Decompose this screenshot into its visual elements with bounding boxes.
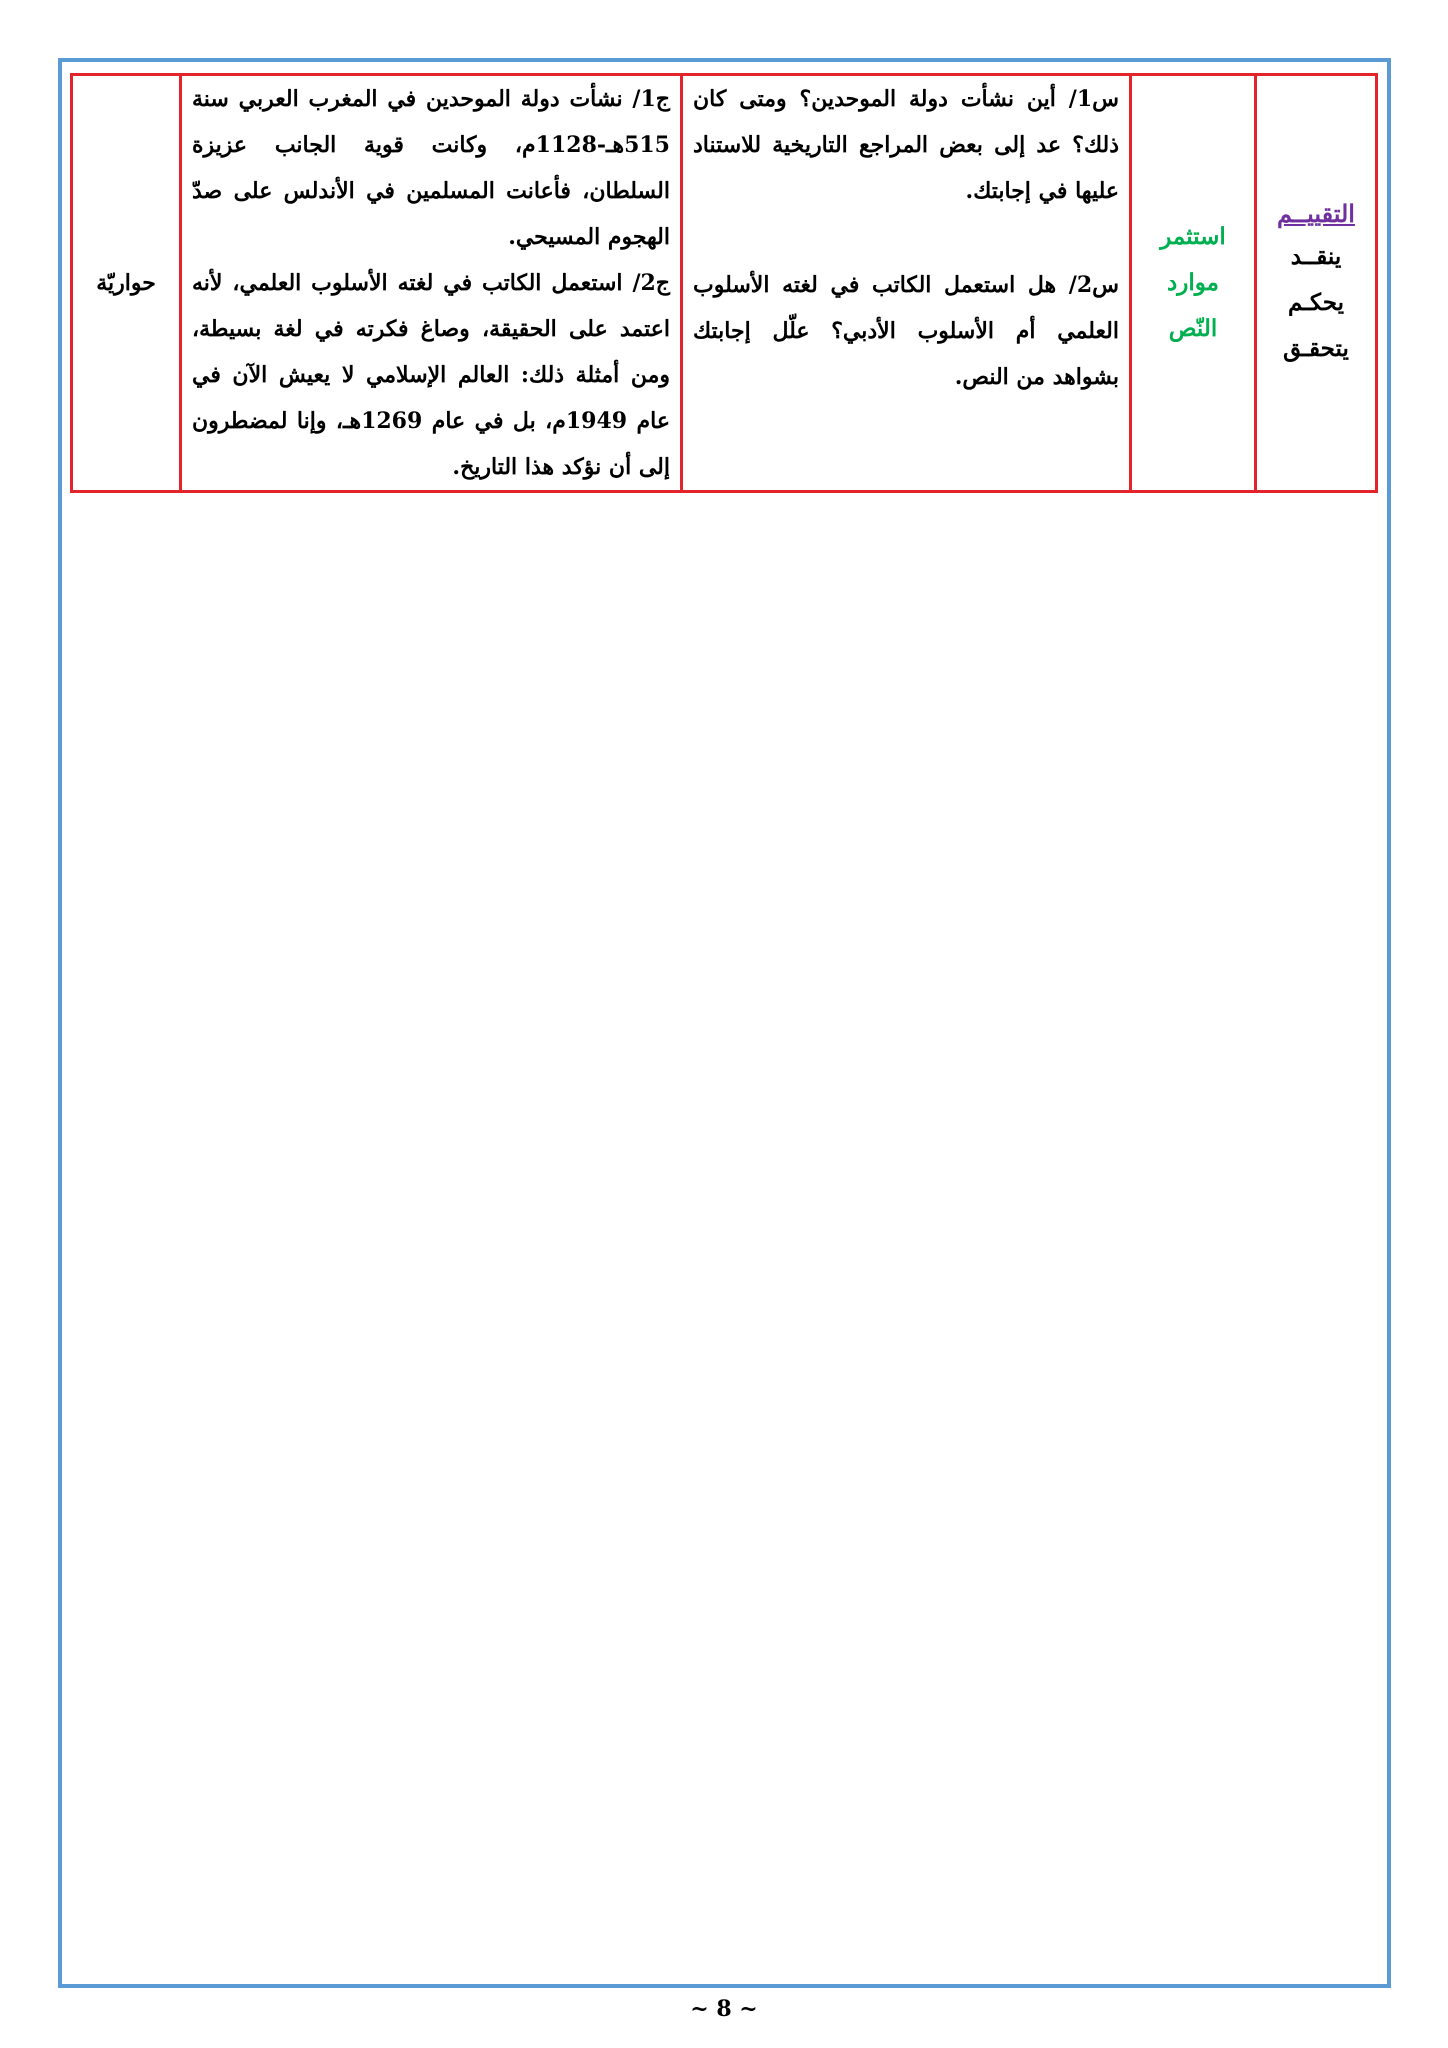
answer-2: ج2/ استعمل الكاتب في لغته الأسلوب العلمي، لأنه اعتمد على الحقيقة، وصاغ فكرته في لغة بسيطة، ومن أمثلة ذلك: العالم الإسلامي لا يعيش الآن في عام 1949م، بل في عام 1269هـ، وإنا لمضطرون إلى أن نؤكد هذا التاريخ.	[192, 270, 670, 480]
mode-cell	[72, 75, 181, 492]
strategy-line: موارد	[1167, 269, 1219, 296]
strategy-line: استثمر	[1160, 223, 1226, 250]
answers-cell	[181, 75, 682, 492]
strategy-cell	[1131, 75, 1256, 492]
phase-verb: يتحقـق	[1283, 335, 1349, 362]
phase-title: التقييــم	[1277, 199, 1355, 228]
phase-cell	[1256, 75, 1377, 492]
work-mode-label: حواريّة	[96, 270, 156, 296]
page-number: ~ 8 ~	[690, 1996, 758, 2022]
strategy-line: النّص	[1168, 315, 1218, 342]
phase-verb: يحكـم	[1288, 289, 1344, 316]
evaluation-table	[70, 73, 1378, 493]
questions-cell	[682, 75, 1131, 492]
question-1: س1/ أين نشأت دولة الموحدين؟ ومتى كان ذلك؟ عد إلى بعض المراجع التاريخية للاستناد عليها في إجابتك.	[693, 86, 1119, 204]
phase-verb: ينقــد	[1290, 243, 1342, 270]
table-row	[72, 75, 1377, 492]
question-2: س2/ هل استعمل الكاتب في لغته الأسلوب العلمي أم الأسلوب الأدبي؟ علّل إجابتك بشواهد من النص.	[693, 272, 1119, 390]
answer-1: ج1/ نشأت دولة الموحدين في المغرب العربي سنة 515هـ-1128م، وكانت قوية الجانب عزيزة السلطان، فأعانت المسلمين في الأندلس على صدّ الهجوم المسيحي.	[192, 86, 670, 250]
